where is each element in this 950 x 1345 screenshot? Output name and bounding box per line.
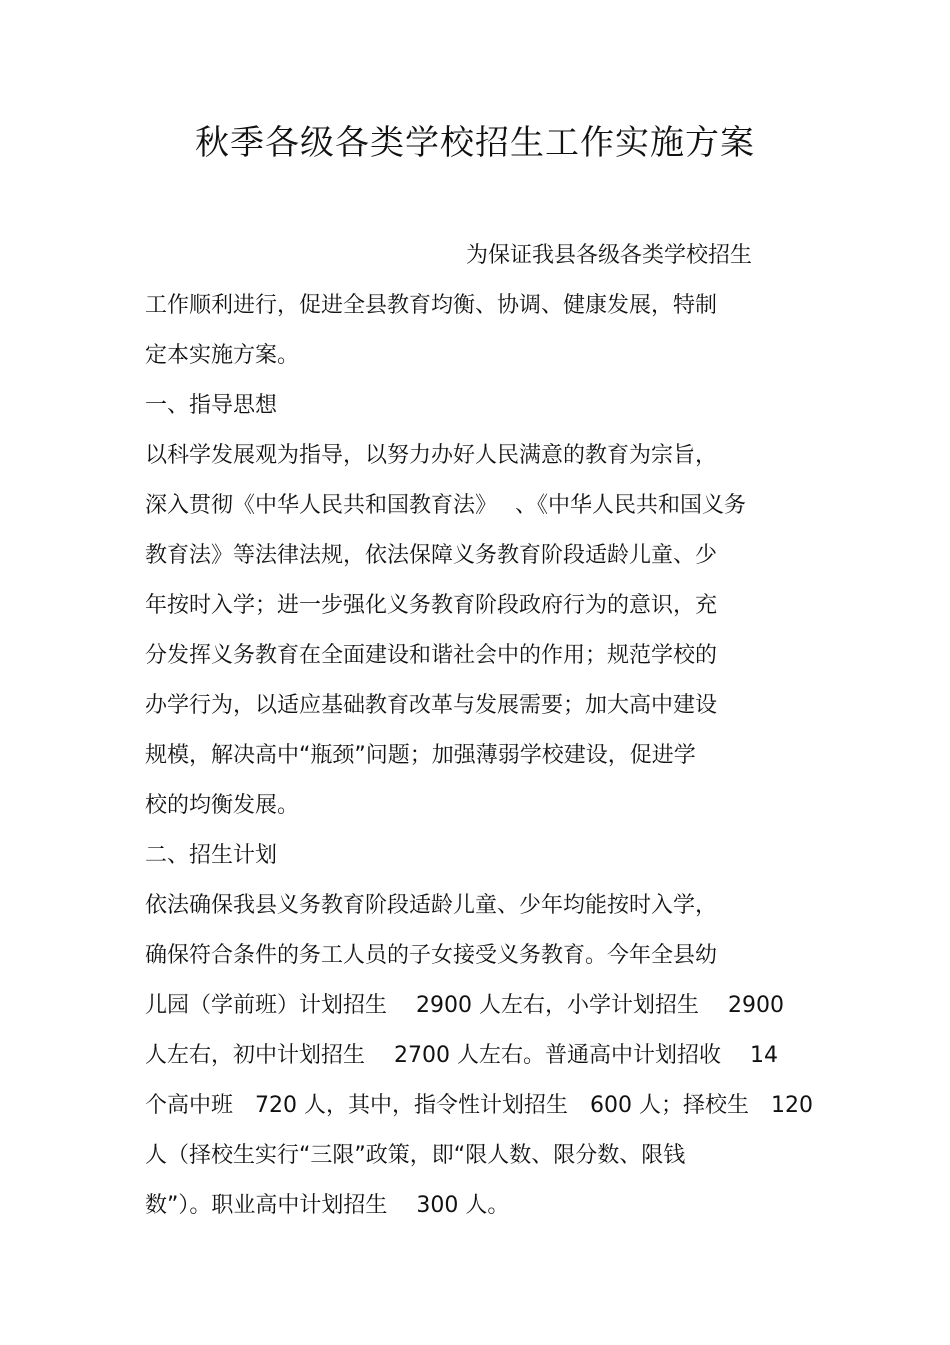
- paragraph-line: 校的均衡发展。: [145, 793, 300, 818]
- paragraph-line: 为保证我县各级各类学校招生: [466, 243, 753, 268]
- paragraph-line: 教育法》等法律法规，依法保障义务教育阶段适龄儿童、少: [145, 543, 718, 568]
- paragraph-line: 深入贯彻《中华人民共和国教育法》 、《中华人民共和国义务: [145, 493, 746, 518]
- paragraph-line: 人（择校生实行“三限”政策，即“限人数、限分数、限钱: [145, 1143, 686, 1168]
- paragraph-line: 个高中班 720 人，其中，指令性计划招生 600 人；择校生 120: [145, 1093, 813, 1118]
- paragraph-line: 工作顺利进行，促进全县教育均衡、协调、健康发展，特制: [145, 293, 718, 318]
- paragraph-line: 以科学发展观为指导，以努力办好人民满意的教育为宗旨，: [145, 443, 718, 468]
- section-heading: 二、招生计划: [145, 843, 278, 868]
- section-heading: 一、指导思想: [145, 393, 278, 418]
- paragraph-line: 定本实施方案。: [145, 343, 300, 368]
- paragraph-line: 分发挥义务教育在全面建设和谐社会中的作用；规范学校的: [145, 643, 718, 668]
- paragraph-line: 人左右，初中计划招生 2700 人左右。普通高中计划招收 14: [145, 1043, 778, 1068]
- document-title: 秋季各级各类学校招生工作实施方案: [195, 123, 755, 163]
- paragraph-line: 确保符合条件的务工人员的子女接受义务教育。今年全县幼: [145, 943, 718, 968]
- paragraph-line: 数”）。职业高中计划招生 300 人。: [145, 1193, 510, 1218]
- paragraph-line: 依法确保我县义务教育阶段适龄儿童、少年均能按时入学，: [145, 893, 718, 918]
- paragraph-line: 儿园（学前班）计划招生 2900 人左右，小学计划招生 2900: [145, 993, 784, 1018]
- paragraph-line: 办学行为，以适应基础教育改革与发展需要；加大高中建设: [145, 693, 718, 718]
- paragraph-line: 年按时入学；进一步强化义务教育阶段政府行为的意识，充: [145, 593, 718, 618]
- paragraph-line: 规模，解决高中“瓶颈”问题；加强薄弱学校建设，促进学: [145, 743, 696, 768]
